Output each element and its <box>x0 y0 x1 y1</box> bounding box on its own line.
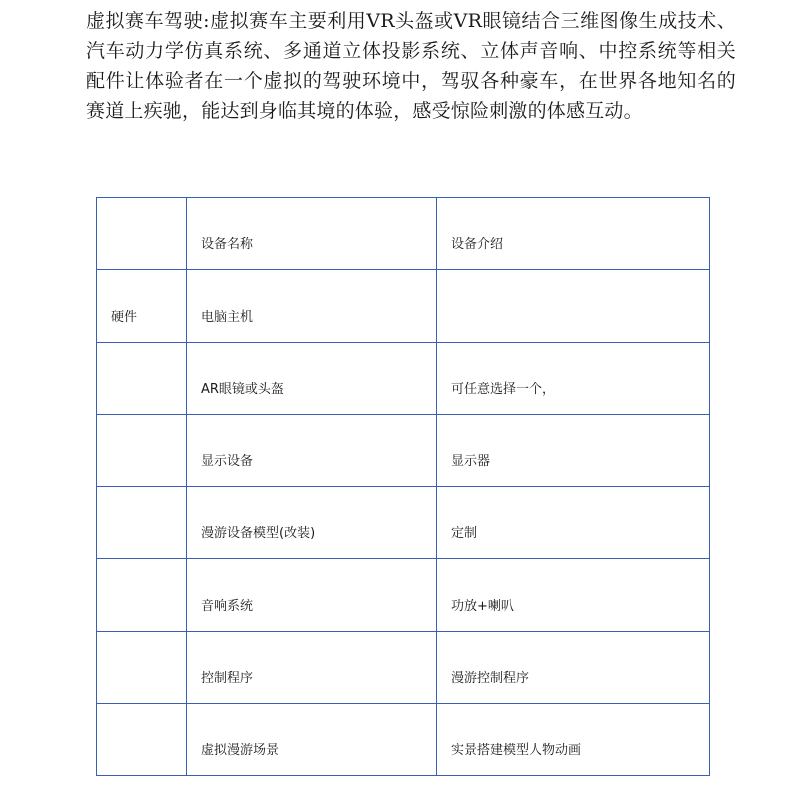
device-name-cell: 漫游设备模型(改装) <box>187 487 437 559</box>
category-cell <box>97 198 187 270</box>
device-name-cell: AR眼镜或头盔 <box>187 342 437 414</box>
category-cell <box>97 487 187 559</box>
category-cell <box>97 342 187 414</box>
device-name-cell: 虚拟漫游场景 <box>187 703 437 775</box>
device-intro-cell: 定制 <box>437 487 710 559</box>
category-cell <box>97 559 187 631</box>
category-cell <box>97 703 187 775</box>
device-intro-cell: 显示器 <box>437 414 710 486</box>
table-row <box>97 414 710 486</box>
device-name-cell: 显示设备 <box>187 414 437 486</box>
device-name-header: 设备名称 <box>187 198 437 270</box>
table-row <box>97 631 710 703</box>
device-intro-cell: 实景搭建模型人物动画 <box>437 703 710 775</box>
category-cell <box>97 414 187 486</box>
table-row <box>97 342 710 414</box>
equipment-table-container <box>96 197 709 776</box>
category-cell: 硬件 <box>97 270 187 342</box>
device-name-cell: 控制程序 <box>187 631 437 703</box>
device-intro-cell: 漫游控制程序 <box>437 631 710 703</box>
intro-paragraph: 虚拟赛车驾驶:虚拟赛车主要利用VR头盔或VR眼镜结合三维图像生成技术、汽车动力学仿真系统、多通道立体投影系统、立体声音响、中控系统等相关配件让体验者在一个虚拟的驾驶环境中，驾驭各种豪车，在世界各地知名的赛道上疾驰，能达到身临其境的体验，感受惊险刺激的体感互动。 <box>86 10 736 122</box>
device-name-cell: 音响系统 <box>187 559 437 631</box>
table-row <box>97 270 710 342</box>
device-name-cell: 电脑主机 <box>187 270 437 342</box>
device-intro-cell: 可任意选择一个， <box>437 342 710 414</box>
device-intro-cell <box>437 270 710 342</box>
equipment-table <box>96 197 710 776</box>
device-intro-cell: 功放+喇叭 <box>437 559 710 631</box>
table-row <box>97 559 710 631</box>
table-row <box>97 198 710 270</box>
table-row <box>97 487 710 559</box>
category-cell <box>97 631 187 703</box>
table-row <box>97 703 710 775</box>
device-intro-header: 设备介绍 <box>437 198 710 270</box>
